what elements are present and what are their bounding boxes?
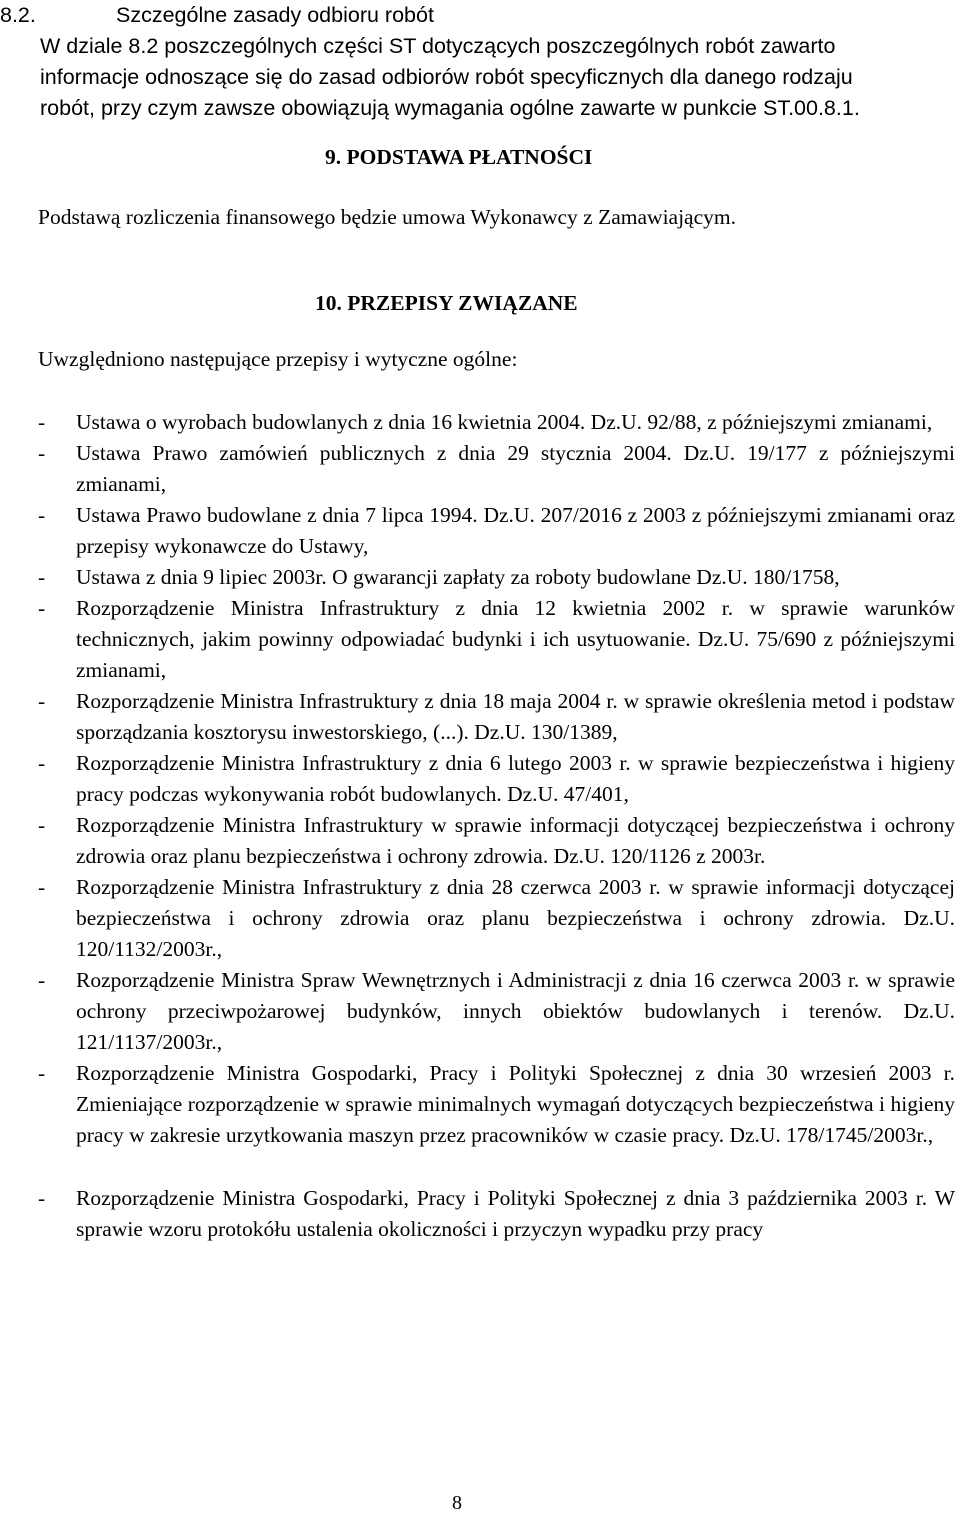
regulation-item (38, 965, 955, 1058)
regulation-text: Rozporządzenie Ministra Gospodarki, Pracy i Polityki Społecznej z dnia 3 października 2003 r. W sprawie wzoru protokółu ustalenia okoliczności i przyczyn wypadku przy pracy (76, 1186, 955, 1241)
regulation-text: Rozporządzenie Ministra Infrastruktury z dnia 12 kwietnia 2002 r. w sprawie warunków technicznych, jakim powinny odpowiadać budynki i ich usytuowanie. Dz.U. 75/690 z późniejszymi zmianami, (76, 596, 955, 682)
section-8-2-line: robót, przy czym zawsze obowiązują wymagania ogólne zawarte w punkcie ST.00.8.1. (40, 96, 860, 120)
list-dash: - (38, 968, 46, 992)
list-dash: - (38, 689, 46, 713)
regulation-text: Ustawa o wyrobach budowlanych z dnia 16 kwietnia 2004. Dz.U. 92/88, z późniejszymi zmianami, (76, 410, 933, 434)
regulation-item (38, 686, 955, 748)
regulation-item (38, 500, 955, 562)
section-8-2-line: informacje odnoszące się do zasad odbiorów robót specyficznych dla danego rodzaju (40, 65, 853, 89)
list-dash: - (38, 751, 46, 775)
regulation-item (38, 748, 955, 810)
regulation-text: Rozporządzenie Ministra Infrastruktury w sprawie informacji dotyczącej bezpieczeństwa i ochrony zdrowia oraz planu bezpieczeństwa i ochrony zdrowia. Dz.U. 120/1126 z 2003r. (76, 813, 955, 868)
regulation-item (38, 593, 955, 686)
regulation-text: Ustawa Prawo budowlane z dnia 7 lipca 1994. Dz.U. 207/2016 z 2003 z późniejszymi zmianami oraz przepisy wykonawcze do Ustawy, (76, 503, 955, 558)
regulation-item (38, 872, 955, 965)
section-8-2 (0, 0, 955, 124)
section-8-2-line: W dziale 8.2 poszczególnych części ST dotyczących poszczególnych robót zawarto (40, 34, 836, 58)
section-10-heading: 10. PRZEPISY ZWIĄZANE (315, 291, 578, 315)
list-dash: - (38, 875, 46, 899)
page-number: 8 (452, 1492, 462, 1514)
regulation-text: Rozporządzenie Ministra Infrastruktury z dnia 28 czerwca 2003 r. w sprawie informacji dotyczącej bezpieczeństwa i ochrony zdrowia oraz planu bezpieczeństwa i ochrony zdrowia. Dz.U. 120/1132/2003r., (76, 875, 955, 961)
section-8-2-heading (0, 0, 955, 31)
regulations-list (38, 407, 955, 1245)
regulation-text: Ustawa z dnia 9 lipiec 2003r. O gwarancji zapłaty za roboty budowlane Dz.U. 180/1758, (76, 565, 840, 589)
section-10-intro: Uwzględniono następujące przepisy i wytyczne ogólne: (38, 347, 518, 371)
section-9-text: Podstawą rozliczenia finansowego będzie umowa Wykonawcy z Zamawiającym. (38, 205, 736, 229)
list-dash: - (38, 813, 46, 837)
regulation-item (38, 1183, 955, 1245)
list-dash: - (38, 596, 46, 620)
regulation-text: Rozporządzenie Ministra Infrastruktury z dnia 6 lutego 2003 r. w sprawie bezpieczeństwa i higieny pracy podczas wykonywania robót budowlanych. Dz.U. 47/401, (76, 751, 955, 806)
list-dash: - (38, 565, 46, 589)
regulation-item (38, 810, 955, 872)
section-8-2-body (0, 31, 955, 124)
list-dash: - (38, 441, 46, 465)
list-dash: - (38, 1061, 46, 1085)
regulation-item (38, 438, 955, 500)
regulation-text: Rozporządzenie Ministra Infrastruktury z dnia 18 maja 2004 r. w sprawie określenia metod i podstaw sporządzania kosztorysu inwestorskiego, (...). Dz.U. 130/1389, (76, 689, 955, 744)
regulation-item (38, 407, 955, 438)
list-dash: - (38, 503, 46, 527)
regulation-text: Rozporządzenie Ministra Gospodarki, Pracy i Polityki Społecznej z dnia 30 wrzesień 2003 r. Zmieniające rozporządzenie w sprawie minimalnych wymagań dotyczących bezpieczeństwa i higieny pracy w zakresie urzytkowania maszyn przez pracowników w czasie pracy. Dz.U. 178/1745/2003r., (76, 1061, 955, 1147)
regulation-text: Ustawa Prawo zamówień publicznych z dnia 29 stycznia 2004. Dz.U. 19/177 z późniejszymi zmianami, (76, 441, 955, 496)
list-dash: - (38, 410, 46, 434)
regulation-item (38, 562, 955, 593)
regulation-text: Rozporządzenie Ministra Spraw Wewnętrznych i Administracji z dnia 16 czerwca 2003 r. w sprawie ochrony przeciwpożarowej budynków, innych obiektów budowlanych i terenów. Dz.U. 121/1137/2003r., (76, 968, 955, 1054)
section-8-2-number: 8.2. (0, 3, 36, 27)
section-8-2-title: Szczególne zasady odbioru robót (116, 3, 434, 27)
section-9-heading: 9. PODSTAWA PŁATNOŚCI (325, 145, 593, 169)
regulation-item (38, 1058, 955, 1151)
list-dash: - (38, 1186, 46, 1210)
